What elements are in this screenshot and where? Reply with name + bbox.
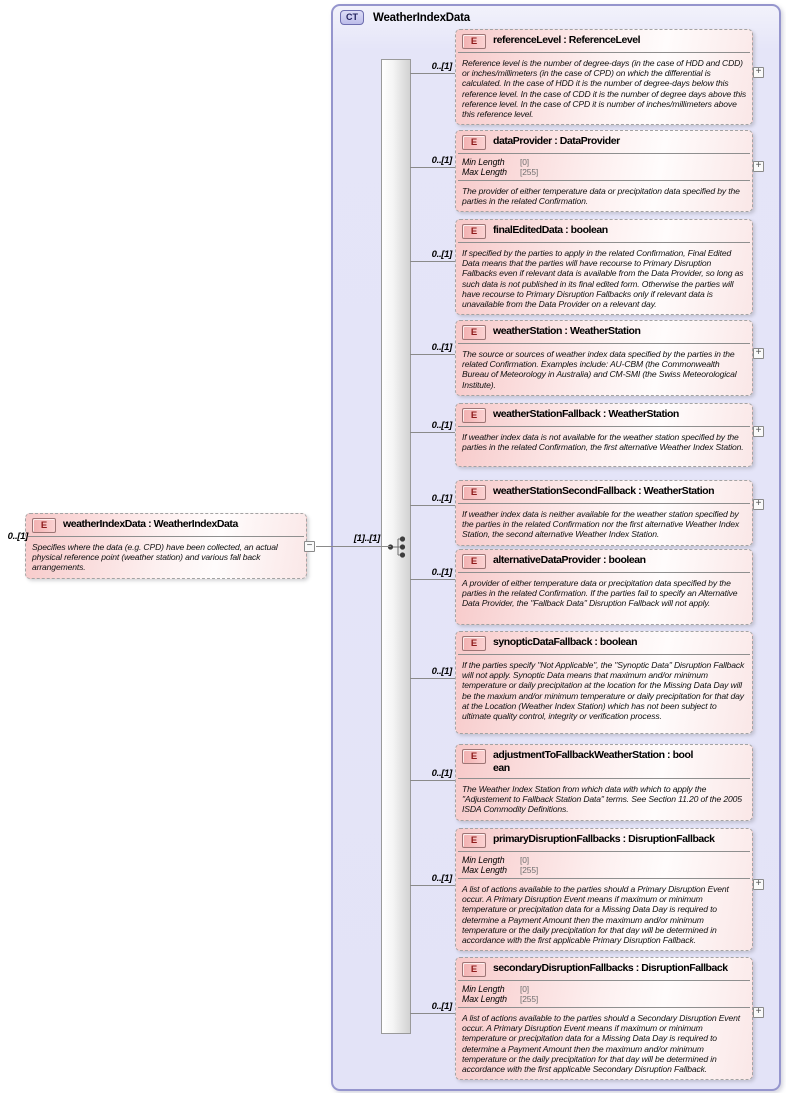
facet-value: [255] <box>520 994 539 1004</box>
divider <box>458 878 750 879</box>
element-description: A list of actions available to the parties should a Secondary Disruption Event occur. A Primary Disruption Event means if maximum or minimum temperature or precipitation data for a Missing Data Day is required to determine a Payment Amount then the maximum and/or minimum temperature or the daily precipitation for that day will be determined in accordance with the first applicable Secondary Disruption Fallback. <box>462 1013 740 1075</box>
cardinality-label: 0..[1] <box>431 61 452 72</box>
connector-line <box>410 1013 455 1014</box>
element-label: alternativeDataProvider : boolean <box>493 554 646 566</box>
facet-name: Max Length <box>462 865 507 875</box>
connector-line <box>316 546 391 547</box>
element-label: adjustmentToFallbackWeatherStation : boolean <box>493 749 693 774</box>
element-badge: E <box>462 325 486 340</box>
element-badge: E <box>32 518 56 533</box>
element-badge: E <box>462 135 486 150</box>
element-label: secondaryDisruptionFallbacks : DisruptionFallback <box>493 962 728 974</box>
element-header <box>456 404 752 425</box>
collapse-button[interactable]: − <box>304 541 315 552</box>
connector-line <box>410 354 455 355</box>
element-label: weatherStation : WeatherStation <box>493 325 641 337</box>
facet-row <box>462 865 746 875</box>
element-badge: E <box>462 34 486 49</box>
element-label: referenceLevel : ReferenceLevel <box>493 34 641 46</box>
element-box[interactable] <box>455 403 753 467</box>
element-box[interactable] <box>455 828 753 951</box>
element-header <box>26 514 306 535</box>
facet-value: [0] <box>520 984 530 994</box>
complex-type-badge: CT <box>340 10 364 25</box>
cardinality-label: 0..[1] <box>431 493 452 504</box>
divider <box>458 572 750 573</box>
divider <box>458 242 750 243</box>
facet-name: Max Length <box>462 167 507 177</box>
facet-value: [255] <box>520 865 539 875</box>
element-description: The Weather Index Station from which data with which to apply the "Adjustement to Fallback Station Data" terms. See Section 11.20 of the 2005 ISDA Commodity Definitions. <box>462 784 742 815</box>
cardinality-label: 0..[1] <box>431 873 452 884</box>
facet-value: [0] <box>520 855 530 865</box>
facet-name: Min Length <box>462 984 505 994</box>
connector-line <box>410 167 455 168</box>
divider <box>458 343 750 344</box>
sequence-icon[interactable] <box>383 533 409 561</box>
facet-name: Max Length <box>462 994 507 1004</box>
divider <box>458 778 750 779</box>
facets <box>456 983 752 1006</box>
divider <box>458 851 750 852</box>
element-description: If specified by the parties to apply in the related Confirmation, Final Edited Data means that the parties will have recourse to Primary Disruption Fallbacks even if relevant data is available from the Data Provider, so long as such data is not published in its final edited form. Otherwise the parties will have recourse to Primary Disruption Fallbacks only if relevant data is unavailable from the Data Provider on a relevant day. <box>462 248 744 310</box>
facet-value: [0] <box>520 157 530 167</box>
expand-button[interactable]: + <box>753 499 764 510</box>
divider <box>28 536 304 537</box>
cardinality-label: 0..[1] <box>431 768 452 779</box>
cardinality-label: 0..[1] <box>431 155 452 166</box>
element-header <box>456 550 752 571</box>
element-badge: E <box>462 749 486 764</box>
element-description: If weather index data is not available for the weather station specified by the parties in the related Confirmation, the first alternative Weather Index Station. <box>462 432 744 453</box>
element-header <box>456 745 752 777</box>
connector-line <box>410 505 455 506</box>
element-badge: E <box>462 833 486 848</box>
facets <box>456 156 752 179</box>
expand-button[interactable]: + <box>753 67 764 78</box>
expand-button[interactable]: + <box>753 348 764 359</box>
element-box[interactable] <box>455 744 753 821</box>
facet-row <box>462 167 746 177</box>
element-box[interactable] <box>455 957 753 1080</box>
element-label: synopticDataFallback : boolean <box>493 636 638 648</box>
facet-row <box>462 984 746 994</box>
element-badge: E <box>462 636 486 651</box>
element-description: Specifies where the data (e.g. CPD) have been collected, an actual physical reference point (weather station) and various fall back arrangements. <box>32 542 278 573</box>
element-badge: E <box>462 408 486 423</box>
divider <box>458 180 750 181</box>
element-label: finalEditedData : boolean <box>493 224 608 236</box>
connector-line <box>410 432 455 433</box>
connector-line <box>410 885 455 886</box>
element-header <box>456 829 752 850</box>
element-label: weatherStationSecondFallback : WeatherStation <box>493 485 715 497</box>
divider <box>458 52 750 53</box>
element-description: The provider of either temperature data or precipitation data specified by the parties in the related Confirmation. <box>462 186 740 207</box>
expand-button[interactable]: + <box>753 161 764 172</box>
facet-row <box>462 994 746 1004</box>
facet-row <box>462 855 746 865</box>
element-label: primaryDisruptionFallbacks : DisruptionFallback <box>493 833 715 845</box>
complex-type-header <box>340 10 470 25</box>
facet-name: Min Length <box>462 855 505 865</box>
connector-line <box>410 579 455 580</box>
connector-line <box>410 678 455 679</box>
connector-line <box>410 261 455 262</box>
facets <box>456 854 752 877</box>
element-box[interactable] <box>455 631 753 734</box>
divider <box>458 153 750 154</box>
divider <box>458 980 750 981</box>
divider <box>458 503 750 504</box>
expand-button[interactable]: + <box>753 1007 764 1018</box>
facet-row <box>462 157 746 167</box>
divider <box>458 1007 750 1008</box>
divider <box>458 426 750 427</box>
complex-type-title: WeatherIndexData <box>373 11 470 24</box>
cardinality-label: 0..[1] <box>431 666 452 677</box>
element-description: The source or sources of weather index data specified by the parties in the related Confirmation. Examples include: AU-CBM (the Commonwealth Bureau of Meteorology in Australia) and CM-SMI (the Swiss Meteorological Institute). <box>462 349 737 390</box>
element-description: A list of actions available to the parties should a Primary Disruption Event occur. A Primary Disruption Event means if maximum or minimum temperature or precipitation data for a Missing Data Day is required to determine a Payment Amount then the maximum and/or minimum temperature or the daily precipitation for that day will be determined in accordance with the first applicable Primary Disruption Fallback. <box>462 884 729 946</box>
element-description: A provider of either temperature data or precipitation data specified by the parties in the related Confirmation. If the parties fail to specify an Alternative Data Provider, the "Fallback Data" Disruption Fallback will not apply. <box>462 578 738 609</box>
element-label: weatherStationFallback : WeatherStation <box>493 408 679 420</box>
element-badge: E <box>462 554 486 569</box>
cardinality-label: 0..[1] <box>431 1001 452 1012</box>
facet-value: [255] <box>520 167 539 177</box>
facet-name: Min Length <box>462 157 505 167</box>
root-element-box[interactable] <box>25 513 307 579</box>
element-header <box>456 958 752 979</box>
element-box[interactable] <box>455 29 753 125</box>
expand-button[interactable]: + <box>753 879 764 890</box>
expand-button[interactable]: + <box>753 426 764 437</box>
element-header <box>456 321 752 342</box>
connector-cardinality-label: [1]..[1] <box>353 533 380 544</box>
element-badge: E <box>462 224 486 239</box>
element-box[interactable] <box>455 480 753 546</box>
element-badge: E <box>462 485 486 500</box>
element-header <box>456 481 752 502</box>
element-header <box>456 131 752 152</box>
element-label: dataProvider : DataProvider <box>493 135 620 147</box>
element-description: If the parties specify "Not Applicable", the "Synoptic Data" Disruption Fallback will not apply. Synoptic Data means that maximum and/or minimum temperature or daily precipitation at the location for the Missing Data Day will be the maxium and/or minimum temperature or daily precipitation for that day at the Location (Weather Index Station) which has not been subject to ultimate quality control, integrity or verification process. <box>462 660 745 722</box>
element-box[interactable] <box>455 320 753 396</box>
cardinality-label: 0..[1] <box>431 342 452 353</box>
element-box[interactable] <box>455 219 753 315</box>
element-description: Reference level is the number of degree-days (in the case of HDD and CDD) or inches/millimeters (in the case of CPD) on which the differential is calculated. In the case of HDD it is the number of degree-days below this reference level. In the case of CDD it is the number of degree days above this reference level. In the case of CPD it is number of inches/millimeters above this reference level. <box>462 58 746 120</box>
divider <box>458 654 750 655</box>
cardinality-label: 0..[1] <box>431 420 452 431</box>
element-box[interactable] <box>455 549 753 625</box>
connector-line <box>410 780 455 781</box>
element-box[interactable] <box>455 130 753 212</box>
element-header <box>456 220 752 241</box>
element-label: weatherIndexData : WeatherIndexData <box>63 518 238 530</box>
element-header <box>456 632 752 653</box>
connector-line <box>410 73 455 74</box>
element-header <box>456 30 752 51</box>
cardinality-label: 0..[1] <box>7 531 28 542</box>
cardinality-label: 0..[1] <box>431 567 452 578</box>
element-description: If weather index data is neither available for the weather station specified by the parties in the related Confirmation nor the first alternative Weather Index Station, the second alternative Weather Index Station. <box>462 509 739 540</box>
cardinality-label: 0..[1] <box>431 249 452 260</box>
element-badge: E <box>462 962 486 977</box>
